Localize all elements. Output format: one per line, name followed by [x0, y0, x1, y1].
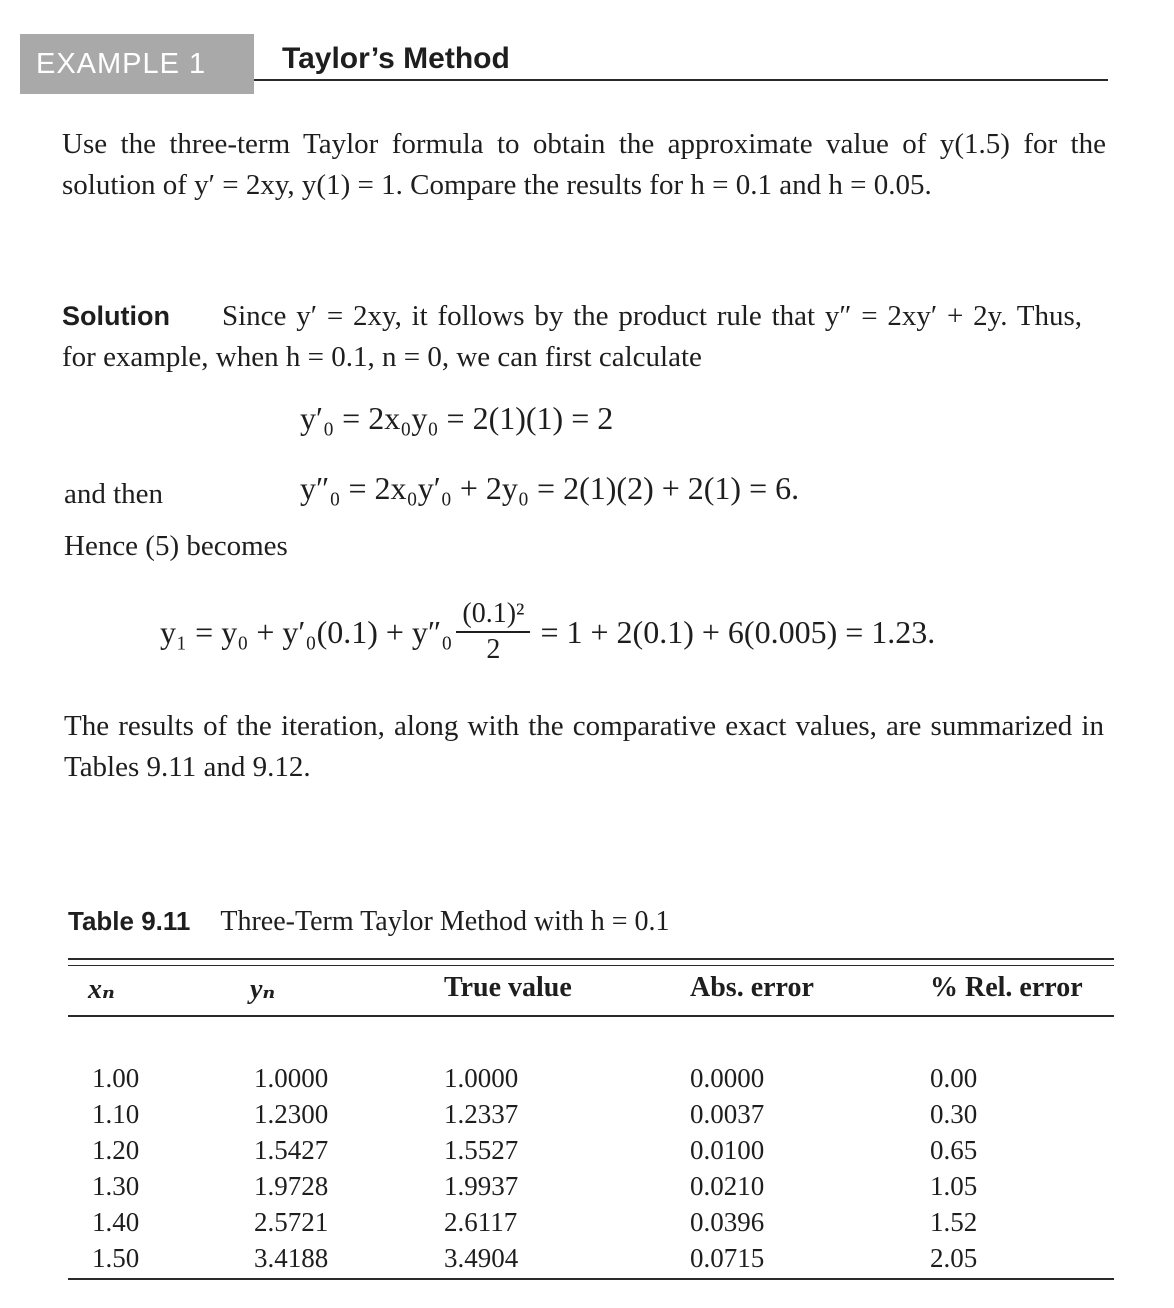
example-title: Taylor’s Method — [282, 42, 510, 75]
results-paragraph: The results of the iteration, along with the comparative exact values, are summarized in Tables 9.11 and 9.12. — [64, 710, 1104, 783]
cell-abs-error: 0.0000 — [690, 1063, 765, 1093]
cell-xn: 1.20 — [92, 1135, 140, 1165]
equation-y1 — [160, 592, 935, 672]
cell-yn: 2.5721 — [254, 1207, 329, 1237]
cell-yn: 1.5427 — [254, 1135, 329, 1165]
cell-xn: 1.10 — [92, 1099, 140, 1129]
table-top-rule — [68, 958, 1114, 960]
header-abs-error: Abs. error — [690, 972, 814, 1003]
cell-abs-error: 0.0715 — [690, 1243, 765, 1273]
solution-text: Since y′ = 2xy, it follows by the product rule that y″ = 2xy′ + 2y. Thus, for example, when h = 0.1, n = 0, we can first calculate — [62, 300, 1082, 373]
cell-abs-error: 0.0100 — [690, 1135, 765, 1165]
header-xn: xₙ — [88, 974, 115, 1005]
cell-true-value: 3.4904 — [444, 1243, 519, 1273]
cell-xn: 1.30 — [92, 1171, 140, 1201]
hence-text: Hence (5) becomes — [64, 530, 288, 562]
table-caption — [68, 906, 670, 938]
cell-xn: 1.50 — [92, 1243, 140, 1273]
equation-y1-right: = 1 + 2(0.1) + 6(0.005) = 1.23. — [540, 613, 936, 650]
cell-rel-error: 2.05 — [930, 1243, 978, 1273]
equation-y-prime-0: y′₀ = 2x₀y₀ = 2(1)(1) = 2 — [300, 400, 614, 436]
column-abs-error — [690, 1060, 764, 1276]
cell-true-value: 2.6117 — [444, 1207, 518, 1237]
equation-y1-left: y₁ = y₀ + y′₀(0.1) + y″₀ — [160, 613, 453, 650]
equation-y1-fraction — [456, 597, 530, 667]
cell-xn: 1.40 — [92, 1207, 140, 1237]
cell-abs-error: 0.0037 — [690, 1099, 765, 1129]
table-number: Table 9.11 — [68, 906, 191, 936]
cell-xn: 1.00 — [92, 1063, 140, 1093]
fraction-denominator: 2 — [486, 634, 501, 665]
fraction-numerator: (0.1)² — [456, 597, 530, 633]
solution-label: Solution — [62, 301, 170, 331]
header-yn: yₙ — [250, 974, 276, 1005]
column-rel-error — [930, 1060, 977, 1276]
cell-rel-error: 0.65 — [930, 1135, 978, 1165]
and-then-text: and then — [64, 478, 164, 510]
table-top-rule-thin — [68, 965, 1114, 966]
solution-paragraph — [62, 296, 1082, 378]
header-rule — [254, 79, 1108, 81]
cell-yn: 1.0000 — [254, 1063, 329, 1093]
table-title: Three-Term Taylor Method with h = 0.1 — [220, 906, 670, 937]
cell-rel-error: 0.00 — [930, 1063, 978, 1093]
cell-true-value: 1.2337 — [444, 1099, 519, 1129]
cell-abs-error: 0.0210 — [690, 1171, 765, 1201]
cell-yn: 1.2300 — [254, 1099, 329, 1129]
cell-true-value: 1.0000 — [444, 1063, 519, 1093]
cell-true-value: 1.5527 — [444, 1135, 519, 1165]
cell-abs-error: 0.0396 — [690, 1207, 765, 1237]
cell-rel-error: 1.05 — [930, 1171, 978, 1201]
column-true-value — [444, 1060, 518, 1276]
cell-rel-error: 1.52 — [930, 1207, 978, 1237]
cell-true-value: 1.9937 — [444, 1171, 519, 1201]
header-rel-error: % Rel. error — [930, 972, 1083, 1003]
equation-y-double-prime-0: y″₀ = 2x₀y′₀ + 2y₀ = 2(1)(2) + 2(1) = 6. — [300, 470, 800, 506]
table-header-rule — [68, 1015, 1114, 1017]
column-xn — [92, 1060, 139, 1276]
example-label: EXAMPLE 1 — [20, 34, 254, 94]
header-true-value: True value — [444, 972, 572, 1003]
problem-statement: Use the three-term Taylor formula to obtain the approximate value of y(1.5) for the solution of y′ = 2xy, y(1) = 1. Compare the results for h = 0.1 and h = 0.05. — [62, 128, 1106, 201]
cell-yn: 3.4188 — [254, 1243, 329, 1273]
cell-rel-error: 0.30 — [930, 1099, 978, 1129]
column-yn — [254, 1060, 328, 1276]
cell-yn: 1.9728 — [254, 1171, 329, 1201]
table-bottom-rule — [68, 1278, 1114, 1280]
